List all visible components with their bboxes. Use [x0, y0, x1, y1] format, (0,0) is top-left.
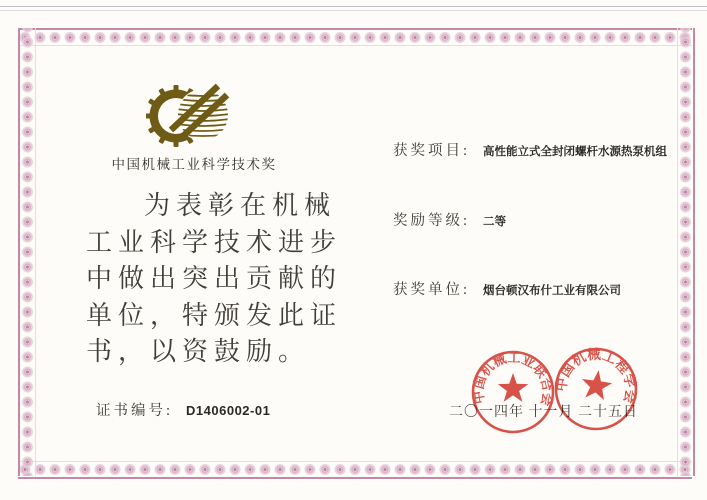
star-icon — [498, 373, 528, 402]
awarded-organization-label: 获奖单位: — [393, 282, 471, 298]
gear-globe-logo-icon — [146, 82, 240, 154]
citation-line: 中做出突出贡献的 — [86, 264, 343, 293]
awarded-organization-row — [393, 278, 621, 299]
award-grade-row — [393, 209, 506, 230]
citation-line: 为表彰在机械 — [144, 191, 337, 220]
awarded-project-row — [393, 139, 667, 160]
ornamental-border-top — [18, 28, 692, 46]
seal-society-text: 中国机械工程学会 — [553, 346, 639, 405]
citation-line: 单位，特颁发此证 — [86, 300, 343, 330]
ornamental-border-bottom — [18, 461, 692, 479]
citation-line: 工业科学技术进步 — [86, 227, 343, 257]
seal-federation-text: 中国机械工业联合会 — [470, 349, 556, 408]
awarded-organization-value: 烟台顿汉布什工业有限公司 — [483, 285, 622, 297]
certificate-number-row — [96, 399, 270, 420]
awarded-project-value: 高性能立式全封闭螺杆水源热泵机组 — [483, 146, 668, 158]
seal-society-icon — [534, 327, 658, 451]
citation-line: 书，以资鼓励。 — [86, 337, 311, 366]
certificate-number-label: 证书编号: — [96, 403, 174, 419]
star-icon — [580, 368, 614, 401]
scan-edge-line — [0, 6, 707, 7]
certificate-number-value: D1406002-01 — [186, 403, 271, 418]
award-grade-label: 奖励等级: — [393, 213, 471, 229]
ornamental-border-right — [677, 28, 695, 476]
scan-edge-line — [0, 10, 707, 11]
ornamental-border-left — [18, 28, 36, 476]
award-grade-value: 二等 — [483, 216, 507, 228]
awarded-project-label: 获奖项目: — [393, 143, 471, 159]
issue-date: 二〇一四年 十一月 二十五日 — [449, 405, 638, 420]
award-organization-title: 中国机械工业科学技术奖 — [111, 157, 277, 172]
citation-paragraph — [86, 188, 362, 371]
